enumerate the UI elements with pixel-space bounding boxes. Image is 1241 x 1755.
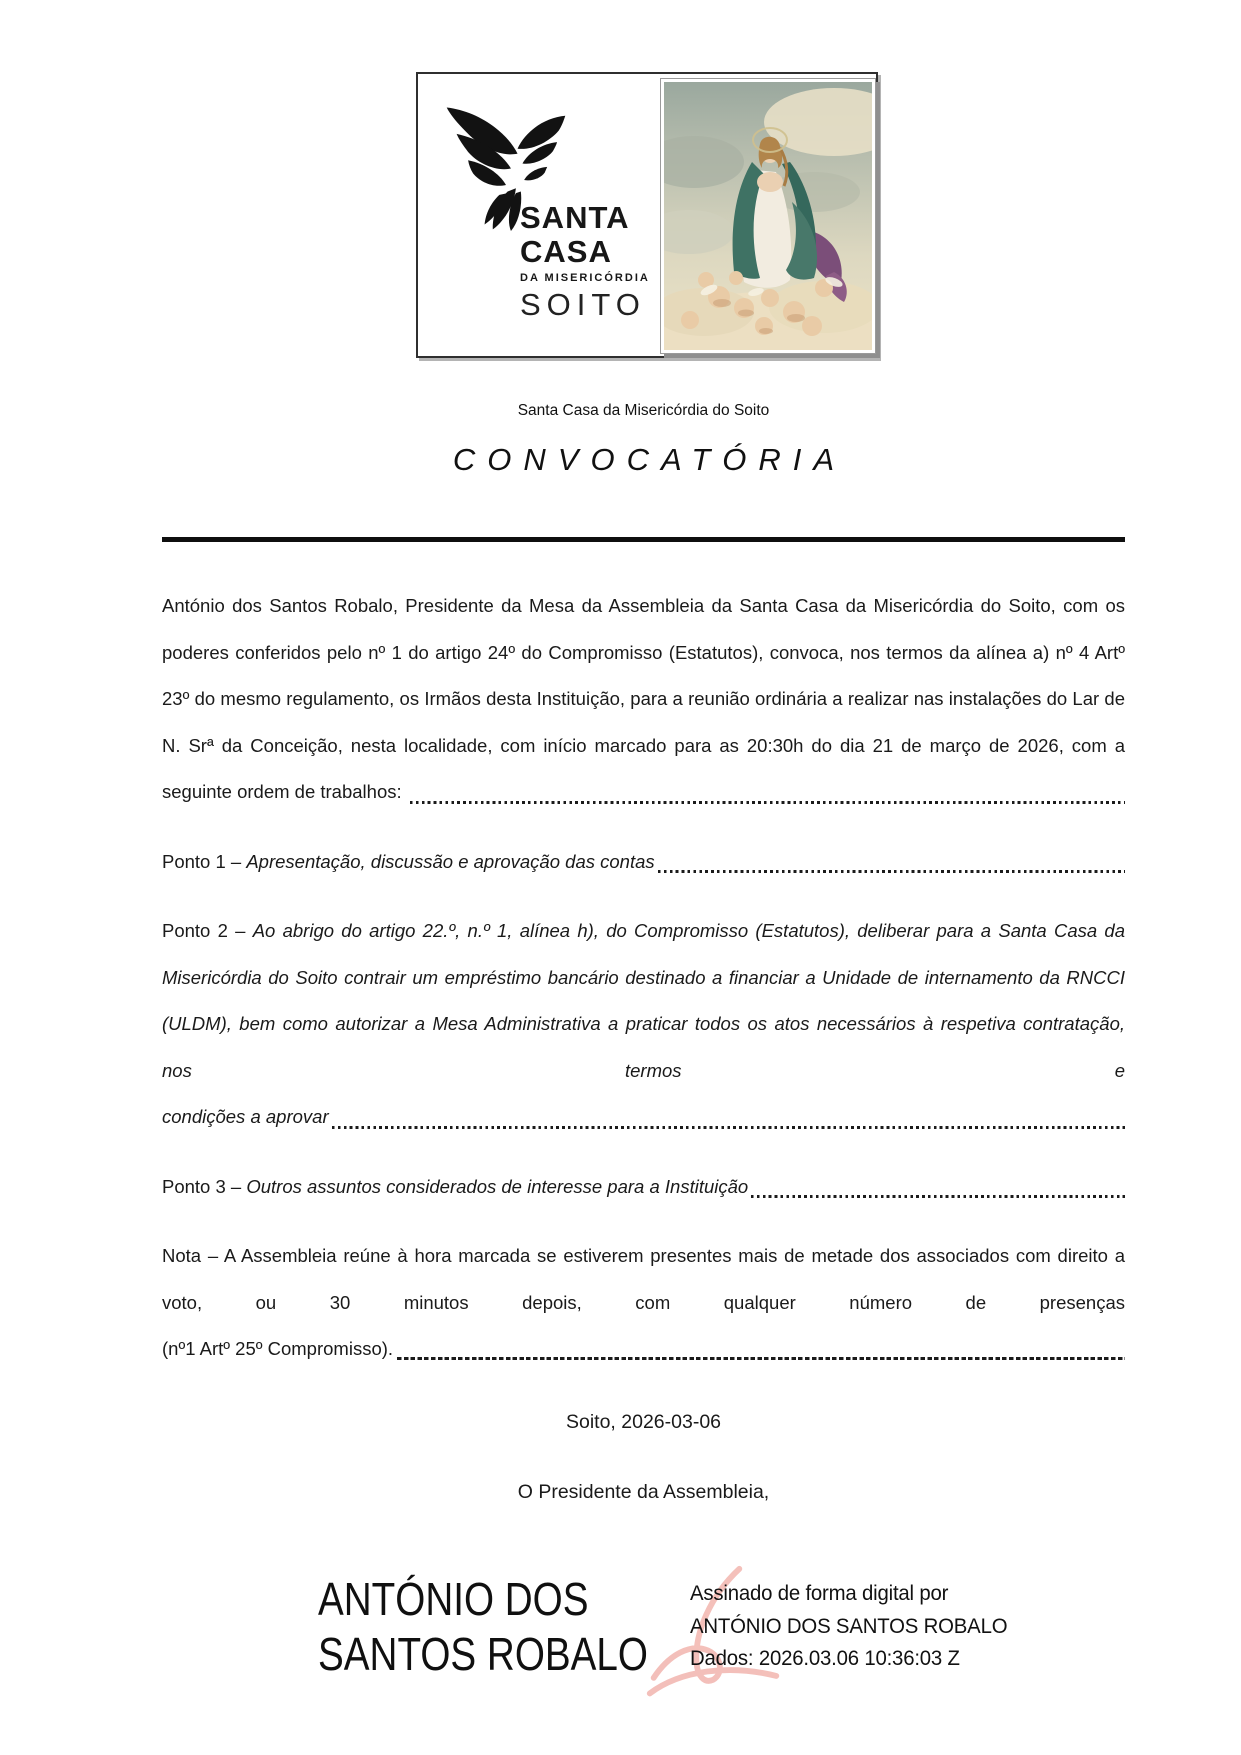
intro-paragraph-lastline: [162, 769, 1125, 816]
signature-details-line3: Dados: 2026.03.06 10:36:03 Z: [690, 1647, 960, 1670]
note-paragraph: [162, 1233, 1125, 1373]
virgin-mary-painting-illustration: [664, 82, 872, 350]
agenda-item-2-text: [162, 908, 1125, 1094]
document-body: [162, 583, 1125, 1516]
dotted-leader: [655, 839, 1125, 886]
signoff-line: O Presidente da Assembleia,: [517, 1481, 770, 1503]
intro-paragraph-text: António dos Santos Robalo, Presidente da Mesa da Assembleia da Santa Casa da Misericórdia do Soito, com os poderes conferidos pelo nº 1 do artigo 24º do Compromisso (Estatutos), convoca, nos termos da alínea a) nº 4 Artº 23º do mesmo regulamento, os Irmãos desta Instituição, para a reunião ordinária a realizar nas instalações do Lar de N. Srª da Conceição, nesta localidade, com início marcado para as 20:30h do dia 21 de março de 2026, com a: [162, 595, 1125, 756]
note-paragraph-lastline: [162, 1326, 1125, 1373]
agenda-item-3-prefix: Ponto 3 –: [162, 1175, 247, 1197]
logo-word-santa: SANTA: [520, 200, 630, 235]
logo-word-soito: SOITO: [520, 287, 646, 322]
agenda-item-1-prefix: Ponto 1 –: [162, 850, 247, 872]
agenda-item-2-lastline-text: condições a aprovar: [162, 1106, 329, 1127]
agenda-item-1-text: Apresentação, discussão e aprovação das contas: [246, 850, 655, 872]
dotted-leader: [407, 769, 1125, 816]
signature-details: [690, 1578, 1007, 1676]
page-title: CONVOCATÓRIA: [452, 442, 847, 477]
note-paragraph-text: Nota – A Assembleia reúne à hora marcada se estiverem presentes mais de metade dos associados com direito a voto, ou 30 minutos depois, com qualquer número de presenças: [162, 1245, 1125, 1313]
org-name-small: Santa Casa da Misericórdia do Soito: [517, 402, 770, 419]
agenda-item-2-body: Ao abrigo do artigo 22.º, n.º 1, alínea h), do Compromisso (Estatutos), deliberar para a Santa Casa da Misericórdia do Soito contrair um empréstimo bancário destinado a financiar a Unidade de internamento da RNCCI (ULDM), bem como autorizar a Mesa Administrativa a praticar todos os atos necessários à respetiva contratação, nos termos e: [162, 920, 1125, 1081]
agenda-item-2-lastline: [162, 1094, 1125, 1141]
agenda-item-3: [162, 1164, 1125, 1211]
logo-wordmark: [520, 202, 650, 320]
agenda-item-2: [162, 908, 1125, 1141]
note-lastline-text: (nº1 Artº 25º Compromisso).: [162, 1338, 394, 1359]
horizontal-rule: [162, 537, 1125, 542]
dotted-leader: [748, 1164, 1125, 1211]
dotted-leader: [329, 1094, 1125, 1141]
intro-paragraph: [162, 583, 1125, 816]
agenda-item-1: [162, 839, 1125, 886]
signature-name: [318, 1572, 648, 1682]
signature-name-line1: ANTÓNIO DOS: [318, 1573, 589, 1625]
place-date-line: Soito, 2026-03-06: [565, 1410, 722, 1433]
intro-lastline-text: seguinte ordem de trabalhos:: [162, 781, 407, 802]
logo-word-misericordia: DA MISERICÓRDIA: [520, 272, 650, 284]
signature-name-line2: SANTOS ROBALO: [318, 1628, 648, 1680]
signature-details-line2: ANTÓNIO DOS SANTOS ROBALO: [690, 1614, 1008, 1638]
agenda-item-3-text: Outros assuntos considerados de interesse para a Instituição: [246, 1175, 749, 1197]
agenda-item-2-prefix: Ponto 2 –: [162, 920, 253, 941]
dashed-leader: [393, 1326, 1125, 1373]
header-logo-box: [416, 72, 878, 358]
virgin-mary-painting: [660, 78, 876, 354]
logo-word-casa: CASA: [520, 234, 612, 269]
signature-details-line1: Assinado de forma digital por: [690, 1582, 949, 1605]
